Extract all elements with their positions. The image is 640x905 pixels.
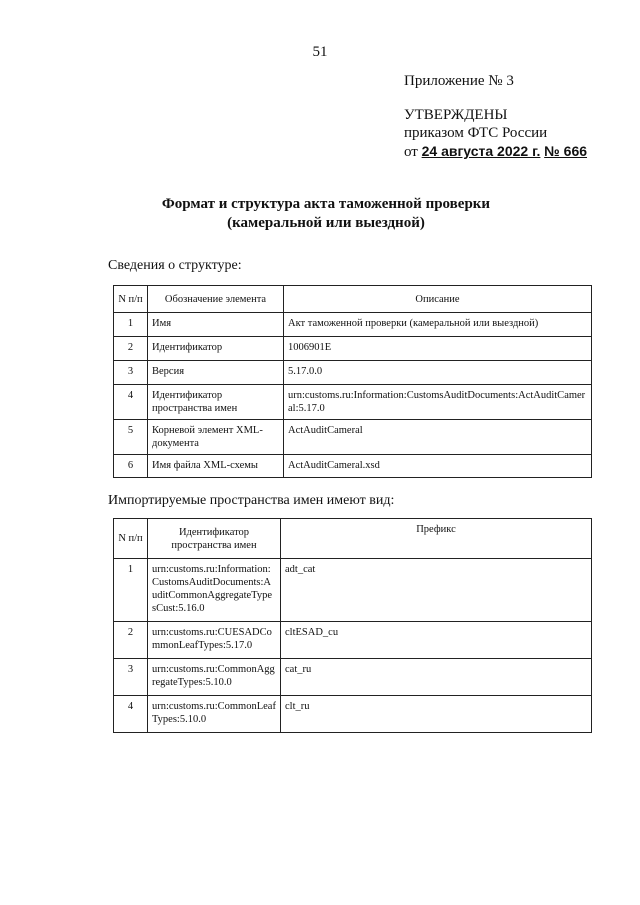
imports-table (113, 518, 592, 733)
table-row (114, 622, 592, 659)
column-header: N п/п (114, 519, 148, 559)
table-row (114, 337, 592, 361)
element-description: 1006901E (284, 337, 592, 361)
imports-heading: Импортируемые пространства имен имеют вид: (108, 493, 395, 508)
table-row (114, 361, 592, 385)
table-row (114, 696, 592, 733)
element-name: Имя файла XML-схемы (148, 455, 284, 478)
element-name: Идентификатор (148, 337, 284, 361)
row-number: 4 (114, 696, 148, 733)
table-row (114, 659, 592, 696)
structure-table (113, 285, 592, 478)
row-number: 6 (114, 455, 148, 478)
element-description: ActAuditCameral (284, 420, 592, 455)
document-title (0, 195, 640, 233)
element-description: 5.17.0.0 (284, 361, 592, 385)
namespace-id: urn:customs.ru:CUESADCommonLeafTypes:5.17.0 (148, 622, 281, 659)
column-header: Обозначение элемента (148, 286, 284, 313)
page-number: 51 (312, 44, 328, 60)
approval-date: 24 августа 2022 г. (421, 143, 541, 159)
table-row (114, 455, 592, 478)
column-header: Идентификатор пространства имен (148, 519, 281, 559)
element-description: Акт таможенной проверки (камеральной или выездной) (284, 313, 592, 337)
appendix-label: Приложение № 3 (404, 73, 514, 89)
row-number: 1 (114, 559, 148, 622)
approval-number: № 666 (544, 143, 588, 159)
structure-heading: Сведения о структуре: (108, 258, 242, 273)
column-header: Описание (284, 286, 592, 313)
table-row (114, 559, 592, 622)
element-name: Имя (148, 313, 284, 337)
namespace-prefix: adt_cat (281, 559, 592, 622)
title-line-1: Формат и структура акта таможенной проверки (161, 196, 491, 212)
element-name: Версия (148, 361, 284, 385)
title-line-2: (камеральной или выездной) (227, 215, 425, 231)
namespace-id: urn:customs.ru:Information:CustomsAuditDocuments:AuditCommonAggregateTypesCust:5.16.0 (148, 559, 281, 622)
approval-block (404, 106, 587, 161)
row-number: 2 (114, 622, 148, 659)
element-description: urn:customs.ru:Information:CustomsAuditDocuments:ActAuditCameral:5.17.0 (284, 385, 592, 420)
column-header: Префикс (281, 519, 592, 559)
approval-date-line (404, 142, 587, 161)
row-number: 4 (114, 385, 148, 420)
table-row (114, 420, 592, 455)
element-description: ActAuditCameral.xsd (284, 455, 592, 478)
table-header-row (114, 286, 592, 313)
table-header-row (114, 519, 592, 559)
column-header: N п/п (114, 286, 148, 313)
approval-order: приказом ФТС России (404, 125, 548, 141)
row-number: 3 (114, 361, 148, 385)
table-row (114, 313, 592, 337)
namespace-prefix: cltESAD_cu (281, 622, 592, 659)
namespace-id: urn:customs.ru:CommonLeafTypes:5.10.0 (148, 696, 281, 733)
row-number: 3 (114, 659, 148, 696)
row-number: 2 (114, 337, 148, 361)
row-number: 5 (114, 420, 148, 455)
table-row (114, 385, 592, 420)
namespace-prefix: cat_ru (281, 659, 592, 696)
approval-prefix: от (404, 144, 418, 160)
element-name: Корневой элемент XML-документа (148, 420, 284, 455)
row-number: 1 (114, 313, 148, 337)
element-name: Идентификатор пространства имен (148, 385, 284, 420)
namespace-id: urn:customs.ru:CommonAggregateTypes:5.10.0 (148, 659, 281, 696)
approval-title: УТВЕРЖДЕНЫ (404, 107, 508, 123)
namespace-prefix: clt_ru (281, 696, 592, 733)
